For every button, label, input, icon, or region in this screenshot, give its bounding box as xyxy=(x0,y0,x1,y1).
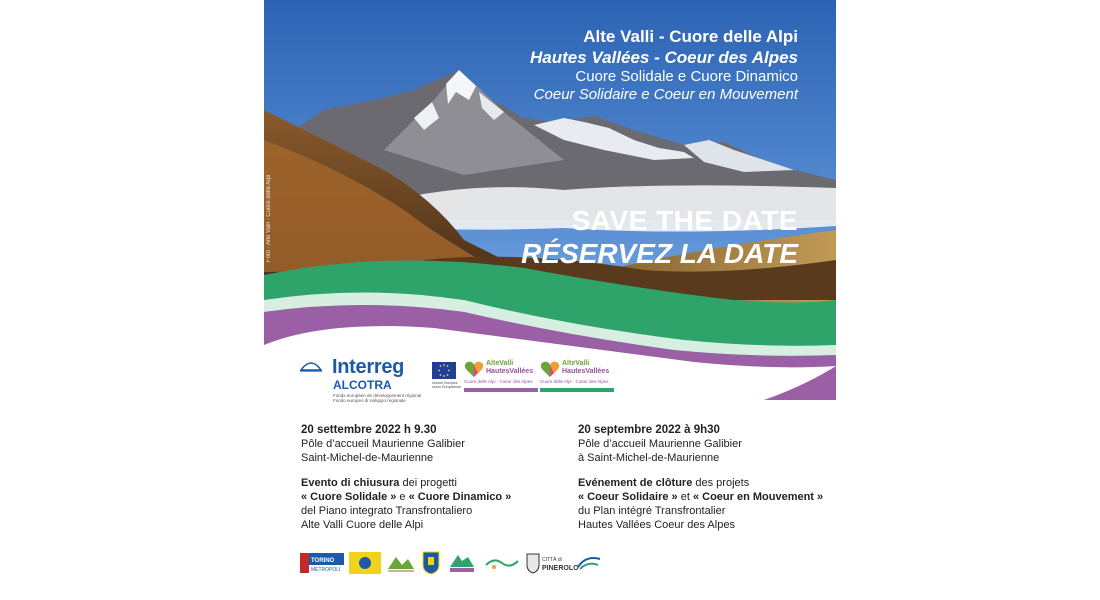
plan-line: del Piano integrato Transfrontaliero xyxy=(301,505,473,517)
fonds-it: Fondo europeo di sviluppo regionale xyxy=(333,398,406,403)
heart-logo-icon xyxy=(464,360,484,378)
photo-credit: Foto · Alte Valli · Cuore delle Alpi xyxy=(266,174,272,262)
torino-metropoli-logo xyxy=(300,551,344,580)
regional-logo-yellow xyxy=(349,551,381,580)
heart-logo-icon xyxy=(540,360,560,378)
hautes-vallees-text: HautesVallées xyxy=(562,368,610,375)
project-a: « Cuore Solidale » xyxy=(301,491,397,503)
event-date-italian: 20 settembre 2022 h 9.30 xyxy=(301,424,437,436)
save-the-date-french: RÉSERVEZ LA DATE xyxy=(521,238,798,269)
event-poster xyxy=(264,0,836,600)
event-label-rest: des projets xyxy=(692,477,750,489)
project-joiner: e xyxy=(396,491,409,503)
svg-text:CITTÀ di: CITTÀ di xyxy=(542,557,562,563)
plan-name: Alte Valli Cuore delle Alpi xyxy=(301,519,424,531)
alte-valli-subtitle: Cuore delle Alpi · Coeur des Alpes xyxy=(464,379,533,384)
mountain-hero-image xyxy=(264,0,836,403)
alte-valli-bar xyxy=(464,388,538,392)
venue-line-1: Pôle d’accueil Maurienne Galibier xyxy=(578,438,742,450)
save-the-date xyxy=(521,204,798,270)
title-french: Hautes Vallées - Coeur des Alpes xyxy=(529,48,798,67)
alcotra-logo-text: ALCOTRA xyxy=(333,378,392,392)
eu-flag-icon xyxy=(432,362,456,379)
alte-valli-subtitle: Cuore delle Alpi · Coeur des Alpes xyxy=(540,379,609,384)
project-a: « Coeur Solidaire » xyxy=(578,491,678,503)
interreg-emblem-icon xyxy=(300,356,322,372)
footer-logos-row xyxy=(300,548,630,578)
interreg-logo-text: Interreg xyxy=(332,356,405,378)
plan-name: Hautes Vallées Coeur des Alpes xyxy=(578,519,735,531)
title-italian: Alte Valli - Cuore delle Alpi xyxy=(583,27,798,46)
event-label-rest: dei progetti xyxy=(399,477,457,489)
alte-valli-bar xyxy=(540,388,614,392)
alte-valli-logo-2 xyxy=(540,360,614,392)
alte-valli-logo-1 xyxy=(464,360,538,392)
plan-line: du Plan intégré Transfrontalier xyxy=(578,505,726,517)
project-joiner: et xyxy=(677,491,693,503)
french-column xyxy=(578,423,828,532)
venue-line-2: à Saint-Michel-de-Maurienne xyxy=(578,452,720,464)
svg-text:METROPOLI: METROPOLI xyxy=(311,567,341,573)
alte-valli-text: AlteValli xyxy=(562,360,590,367)
header-titles xyxy=(530,26,798,104)
event-label: Evénement de clôture xyxy=(578,477,693,489)
fonds-caption xyxy=(333,393,443,403)
event-description xyxy=(301,476,551,490)
alte-valli-text: AlteValli xyxy=(486,360,514,367)
hautes-vallees-text: HautesVallées xyxy=(486,368,534,375)
eu-caption: Unione Europea Union Européenne xyxy=(432,381,462,389)
project-names xyxy=(578,490,828,504)
italian-column xyxy=(301,423,551,532)
torino-text: TORINO xyxy=(311,558,335,564)
subtitle-italian: Cuore Solidale e Cuore Dinamico xyxy=(575,68,798,85)
subtitle-french: Coeur Solidaire e Coeur en Mouvement xyxy=(533,86,798,103)
project-names xyxy=(301,490,551,504)
partner-logos-row xyxy=(300,356,820,403)
project-b: « Cuore Dinamico » xyxy=(408,491,512,503)
venue-line-2: Saint-Michel-de-Maurienne xyxy=(301,452,434,464)
pinerolo-logo xyxy=(526,551,579,580)
event-date-french: 20 septembre 2022 à 9h30 xyxy=(578,424,720,436)
comunita-logo xyxy=(386,551,416,580)
swoosh-logo xyxy=(576,551,602,580)
coat-of-arms-logo xyxy=(422,551,440,580)
fonds-fr: Fonds européen de développement régional xyxy=(333,393,422,398)
svg-text:PINEROLO: PINEROLO xyxy=(542,565,579,572)
event-description xyxy=(578,476,828,490)
event-label: Evento di chiusura xyxy=(301,477,400,489)
pays-logo xyxy=(484,551,520,580)
briancon-logo xyxy=(446,551,476,580)
project-b: « Coeur en Mouvement » xyxy=(692,491,824,503)
save-the-date-italian: SAVE THE DATE xyxy=(571,205,798,236)
venue-line-1: Pôle d’accueil Maurienne Galibier xyxy=(301,438,465,450)
